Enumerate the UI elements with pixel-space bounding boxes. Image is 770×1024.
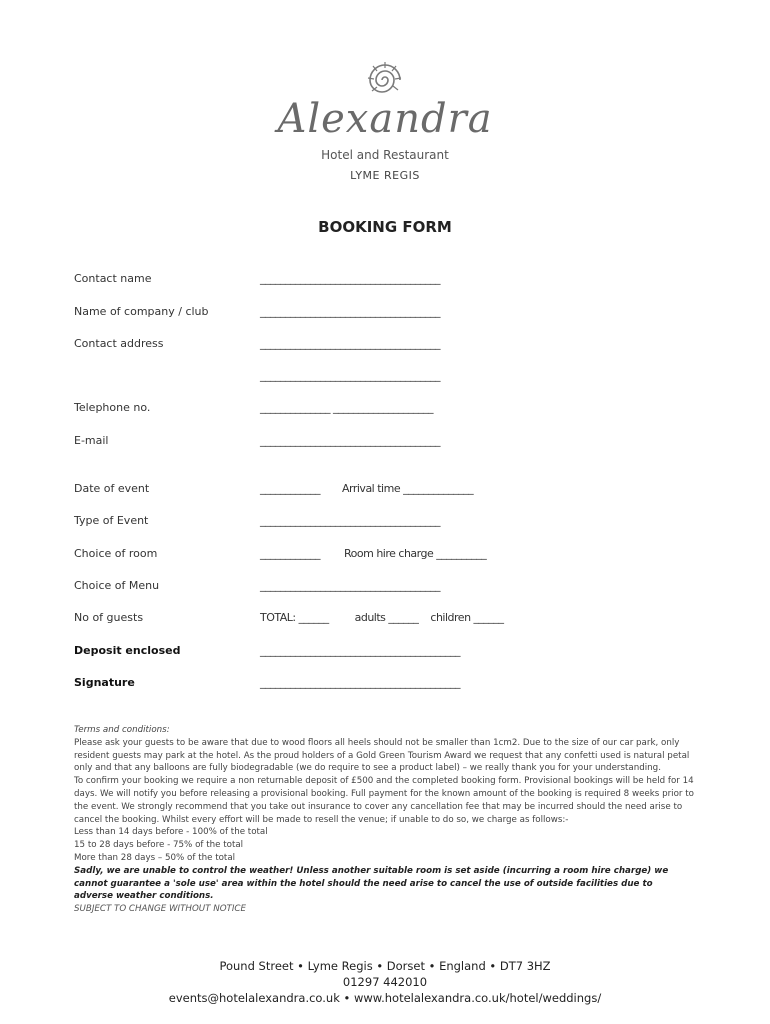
address-row (74, 337, 694, 355)
hotel-name: Alexandra (277, 96, 493, 142)
hotel-location: LYME REGIS (350, 169, 420, 182)
signature-field[interactable]: ________________________________________ (260, 676, 460, 689)
guests-field (260, 611, 504, 624)
terms-paragraph-2: To confirm your booking we require a non returnable deposit of £500 and the completed booking form. Provisional bookings will be held for 14 days. We will notify you before releasing a provisional booking. Full payment for the known amount of the booking is required 8 weeks prior to the event. We strongly recommend that you take out insurance to cover any cancellation fee that may be incurred should the need arise to cancel the booking. Whilst every effort will be made to resell the venue; if unable to do so, we charge as follows:- (74, 776, 694, 825)
room-hire-field[interactable]: __________ (436, 547, 487, 560)
email-row (74, 434, 694, 452)
email-label: E-mail (74, 434, 109, 447)
hotel-logo (0, 58, 770, 182)
contact-name-row (74, 272, 694, 290)
change-notice: SUBJECT TO CHANGE WITHOUT NOTICE (74, 904, 246, 915)
type-of-event-row (74, 514, 694, 532)
cancellation-rate-2: 15 to 28 days before - 75% of the total (74, 840, 244, 851)
address-field-1[interactable]: ____________________________________ (260, 337, 440, 350)
terms-paragraph-1: Please ask your guests to be aware that due to wood floors all heels should not be smaller than 1cm2. Due to the size of our car park, only resident guests may park at the hotel. As the proud holders of a Gold Green Tourism Award we request that any confetti used is natural petal only and that any balloons are fully biodegradable (we do require to see a product label) – we really thank you for your understanding. (74, 737, 690, 774)
footer-phone: 01297 442010 (342, 975, 428, 989)
company-row (74, 305, 694, 323)
footer-address: Pound Street • Lyme Regis • Dorset • England • DT7 3HZ (219, 959, 551, 973)
address-row-2 (74, 369, 694, 387)
footer-contact: events@hotelalexandra.co.uk • www.hotelalexandra.co.uk/hotel/weddings/ (168, 991, 602, 1005)
deposit-label: Deposit enclosed (74, 644, 181, 657)
form-title: BOOKING FORM (318, 218, 452, 236)
room-choice-field[interactable]: ____________ (260, 547, 320, 560)
telephone-label: Telephone no. (74, 401, 151, 414)
guests-adults-field[interactable]: adults ______ (354, 611, 419, 624)
contact-name-field[interactable]: ____________________________________ (260, 272, 440, 285)
date-field[interactable]: ____________ (260, 482, 320, 495)
date-of-event-label: Date of event (74, 482, 150, 495)
room-field (260, 547, 486, 560)
arrival-time-label: Arrival time (342, 482, 401, 495)
telephone-field[interactable]: ______________ ____________________ (260, 401, 433, 414)
signature-row (74, 676, 694, 694)
room-hire-label: Room hire charge (344, 547, 434, 560)
terms-heading: Terms and conditions: (74, 725, 170, 735)
signature-label: Signature (74, 676, 135, 689)
menu-field[interactable]: ____________________________________ (260, 579, 440, 592)
address-label: Contact address (74, 337, 164, 350)
room-label: Choice of room (74, 547, 158, 560)
arrival-time-field[interactable]: ______________ (403, 482, 474, 495)
menu-label: Choice of Menu (74, 579, 160, 592)
email-field[interactable]: ____________________________________ (260, 434, 440, 447)
guests-total-field[interactable]: TOTAL: ______ (260, 611, 329, 624)
company-label: Name of company / club (74, 305, 209, 318)
deposit-row (74, 644, 694, 662)
address-field-2[interactable]: ____________________________________ (260, 369, 440, 382)
type-of-event-field[interactable]: ____________________________________ (260, 514, 440, 527)
date-of-event-row (74, 482, 694, 500)
weather-notice: Sadly, we are unable to control the weather! Unless another suitable room is set aside (incurring a room hire charge) we cannot guarantee a 'sole use' area within the hotel should the need arise to cancel the use of outside facilities due to adverse weather conditions. (74, 865, 669, 902)
deposit-field[interactable]: ________________________________________ (260, 644, 460, 657)
type-of-event-label: Type of Event (74, 514, 149, 527)
date-of-event-field (260, 482, 473, 495)
hotel-subtitle: Hotel and Restaurant (321, 148, 449, 162)
menu-row (74, 579, 694, 597)
contact-name-label: Contact name (74, 272, 152, 285)
guests-label: No of guests (74, 611, 144, 624)
telephone-row (74, 401, 694, 419)
room-row (74, 547, 694, 565)
footer (0, 958, 770, 1006)
cancellation-rate-1: Less than 14 days before - 100% of the total (74, 827, 268, 838)
guests-row (74, 611, 694, 629)
company-field[interactable]: ____________________________________ (260, 305, 440, 318)
terms-and-conditions (74, 724, 694, 916)
cancellation-rate-3: More than 28 days – 50% of the total (74, 852, 236, 863)
guests-children-field[interactable]: children ______ (430, 611, 504, 624)
